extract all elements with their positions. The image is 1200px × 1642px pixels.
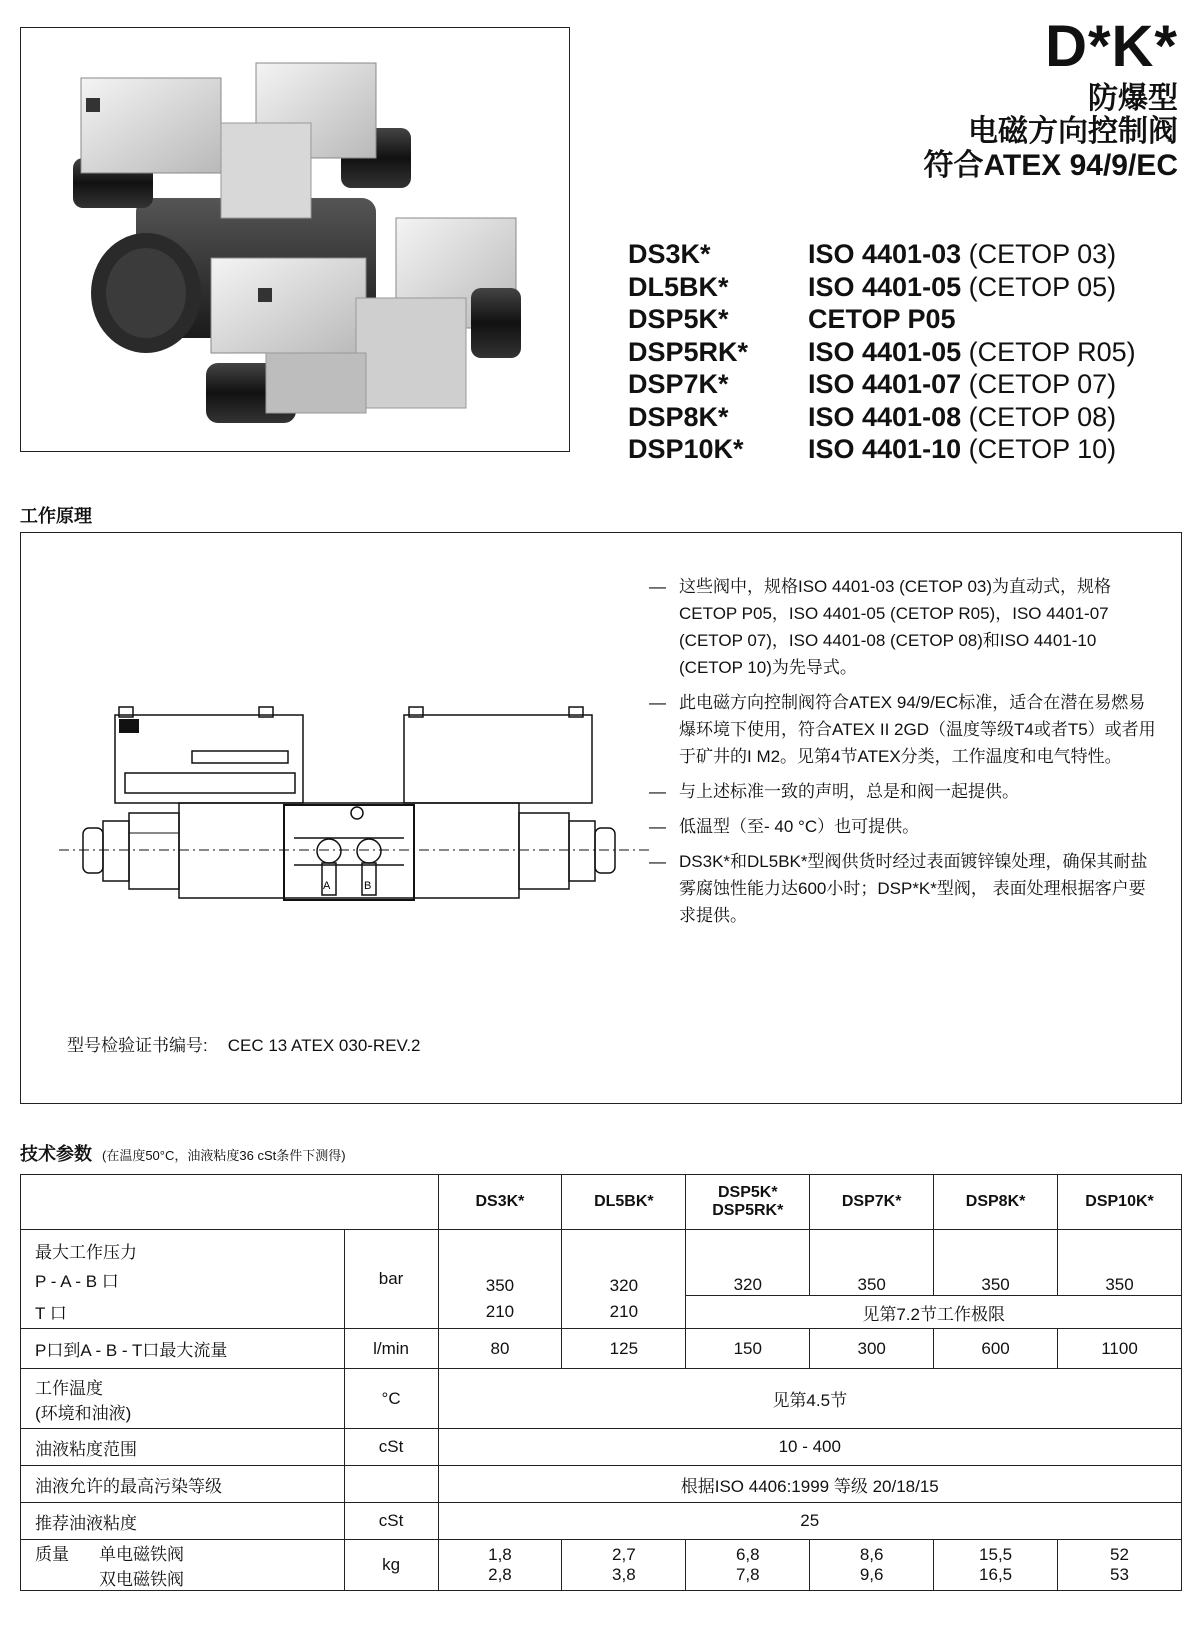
row-unit: °C	[344, 1369, 438, 1429]
row-label: 推荐油液粘度	[21, 1503, 345, 1540]
row-label-line: (环境和油液)	[35, 1403, 132, 1423]
table-cell	[810, 1540, 934, 1591]
table-cell	[438, 1540, 562, 1591]
table-cell: 300	[810, 1329, 934, 1369]
title-line-1: 防爆型	[1088, 82, 1178, 115]
row-unit: bar	[344, 1230, 438, 1329]
table-cell: 10 - 400	[438, 1429, 1181, 1466]
model-cetop: (CETOP 05)	[961, 271, 1117, 302]
column-header-line: DSP5RK*	[712, 1202, 784, 1219]
mass-single-value: 8,6	[859, 1545, 884, 1564]
tech-heading	[20, 1140, 346, 1166]
bullet-dash: —	[649, 782, 666, 801]
model-row	[628, 433, 1136, 466]
table-row	[21, 1466, 1182, 1503]
column-header	[686, 1175, 810, 1230]
model-standard: ISO 4401-07	[808, 369, 962, 399]
list-item	[649, 778, 1159, 805]
list-item	[649, 813, 1159, 840]
model-name: DS3K*	[628, 239, 711, 269]
table-cell	[562, 1540, 686, 1591]
table-cell: 150	[686, 1329, 810, 1369]
tech-heading-title: 技术参数	[20, 1144, 92, 1164]
model-cetop: (CETOP 08)	[961, 401, 1117, 432]
mass-double-value: 9,6	[859, 1565, 884, 1584]
valve-section-diagram	[59, 693, 649, 923]
bullet-text: 低温型（至- 40 °C）也可提供。	[679, 817, 920, 836]
table-row	[21, 1503, 1182, 1540]
model-list	[628, 238, 1136, 466]
row-sublabel: T 口	[21, 1296, 345, 1329]
model-name: DSP5RK*	[628, 336, 749, 367]
model-row	[628, 336, 1136, 369]
tech-heading-note: (在温度50°C，油液粘度36 cSt条件下测得)	[102, 1148, 346, 1163]
list-item	[649, 689, 1159, 770]
model-standard: CETOP P05	[808, 304, 956, 334]
product-photo	[20, 27, 570, 452]
mass-double-value: 2,8	[488, 1565, 512, 1584]
mass-single-value: 15,5	[979, 1545, 1013, 1564]
table-cell: 350	[1058, 1230, 1182, 1296]
bullet-dash: —	[649, 817, 666, 836]
list-item	[649, 573, 1159, 681]
principle-bullets	[649, 573, 1159, 937]
model-row	[628, 303, 1136, 336]
model-standard: ISO 4401-08	[808, 401, 962, 432]
table-row	[21, 1329, 1182, 1369]
table-cell: 350	[810, 1230, 934, 1296]
table-cell: 210	[562, 1296, 686, 1329]
model-name: DSP10K*	[628, 434, 744, 464]
model-row	[628, 368, 1136, 401]
list-item	[649, 848, 1159, 929]
model-row	[628, 238, 1136, 271]
row-unit: cSt	[344, 1429, 438, 1466]
bullet-text: 与上述标准一致的声明，总是和阀一起提供。	[679, 782, 1019, 801]
row-unit: kg	[344, 1540, 438, 1591]
spec-table	[20, 1174, 1182, 1591]
model-name: DSP5K*	[628, 304, 729, 334]
model-standard: ISO 4401-03	[808, 239, 962, 269]
bullet-text: 这些阀中，规格ISO 4401-03 (CETOP 03)为直动式，规格CETOP P05，ISO 4401-05 (CETOP R05)，ISO 4401-07 (CETOP 07)，ISO 4401-08 (CETOP 08)和ISO 4401-10 (CETOP 10)为先导式。	[679, 577, 1112, 677]
bullet-dash: —	[649, 693, 666, 712]
page-title: D*K*	[1045, 14, 1178, 79]
row-label: 最大工作压力	[21, 1230, 345, 1263]
mass-single-label: 单电磁铁阀	[99, 1545, 184, 1564]
column-header: DL5BK*	[562, 1175, 686, 1230]
mass-double-value: 16,5	[979, 1565, 1013, 1584]
table-cell: 350	[438, 1230, 562, 1296]
table-cell: 320	[562, 1230, 686, 1296]
principle-box	[20, 532, 1182, 1104]
row-label: 油液允许的最高污染等级	[21, 1466, 345, 1503]
model-name: DSP8K*	[628, 401, 729, 432]
model-standard: ISO 4401-05	[808, 271, 962, 302]
model-cetop: (CETOP 03)	[961, 239, 1117, 269]
table-cell: 见第7.2节工作极限	[686, 1296, 1182, 1329]
model-row	[628, 401, 1136, 434]
table-cell: 1100	[1058, 1329, 1182, 1369]
bullet-dash: —	[649, 577, 666, 596]
row-label-line: 工作温度	[35, 1378, 103, 1398]
table-cell: 25	[438, 1503, 1181, 1540]
bullet-text: DS3K*和DL5BK*型阀供货时经过表面镀锌镍处理，确保其耐盐雾腐蚀性能力达600小时；DSP*K*型阀， 表面处理根据客户要求提供。	[679, 852, 1148, 925]
table-cell: 80	[438, 1329, 562, 1369]
title-line-2: 电磁方向控制阀	[968, 115, 1178, 148]
table-row	[21, 1369, 1182, 1429]
table-cell: 根据ISO 4406:1999 等级 20/18/15	[438, 1466, 1181, 1503]
table-cell	[934, 1540, 1058, 1591]
table-cell: 见第4.5节	[438, 1369, 1181, 1429]
model-cetop: (CETOP R05)	[961, 336, 1136, 367]
table-cell	[1058, 1540, 1182, 1591]
mass-label: 质量	[35, 1545, 69, 1564]
table-cell: 125	[562, 1329, 686, 1369]
model-name: DL5BK*	[628, 271, 729, 302]
table-cell: 210	[438, 1296, 562, 1329]
model-cetop: (CETOP 10)	[961, 434, 1117, 464]
certificate-line	[67, 1031, 421, 1056]
model-row	[628, 271, 1136, 304]
header-blank	[21, 1175, 439, 1230]
mass-double-value: 7,8	[735, 1565, 760, 1584]
bullet-text: 此电磁方向控制阀符合ATEX 94/9/EC标准，适合在潜在易燃易爆环境下使用，符合ATEX II 2GD（温度等级T4或者T5）或者用于矿井的I M2。见第4节ATEX分类，工作温度和电气特性。	[679, 693, 1156, 766]
mass-double-value: 53	[1110, 1565, 1129, 1584]
model-standard: ISO 4401-10	[808, 434, 962, 464]
model-standard: ISO 4401-05	[808, 336, 962, 367]
table-header-row	[21, 1175, 1182, 1230]
column-header: DSP7K*	[810, 1175, 934, 1230]
row-unit: l/min	[344, 1329, 438, 1369]
table-cell: 600	[934, 1329, 1058, 1369]
table-row	[21, 1296, 1182, 1329]
row-unit	[344, 1466, 438, 1503]
table-cell: 350	[934, 1230, 1058, 1296]
valve-photo-illustration	[21, 28, 569, 451]
bullet-dash: —	[649, 852, 666, 871]
column-header: DS3K*	[438, 1175, 562, 1230]
mass-single-value: 6,8	[735, 1545, 760, 1564]
mass-double-label: 双电磁铁阀	[99, 1570, 184, 1589]
model-name: DSP7K*	[628, 369, 729, 399]
mass-single-value: 1,8	[488, 1545, 512, 1564]
column-header: DSP10K*	[1058, 1175, 1182, 1230]
table-row	[21, 1230, 1182, 1263]
row-label	[21, 1540, 345, 1591]
mass-single-value: 52	[1110, 1545, 1129, 1564]
row-label: 油液粘度范围	[21, 1429, 345, 1466]
port-a-label: A	[323, 880, 331, 892]
table-row	[21, 1540, 1182, 1591]
row-label: P口到A - B - T口最大流量	[21, 1329, 345, 1369]
port-b-label: B	[364, 880, 372, 892]
certificate-label: 型号检验证书编号:	[67, 1036, 208, 1055]
table-cell	[686, 1540, 810, 1591]
mass-single-value: 2,7	[612, 1545, 636, 1564]
row-sublabel: P - A - B 口	[21, 1263, 345, 1296]
row-unit: cSt	[344, 1503, 438, 1540]
table-cell: 320	[686, 1230, 810, 1296]
column-header: DSP8K*	[934, 1175, 1058, 1230]
title-line-3: 符合ATEX 94/9/EC	[923, 149, 1178, 182]
model-cetop: (CETOP 07)	[961, 369, 1117, 399]
row-label	[21, 1369, 345, 1429]
column-header-line: DSP5K*	[717, 1184, 778, 1201]
principle-heading: 工作原理	[20, 506, 92, 526]
certificate-number: CEC 13 ATEX 030-REV.2	[227, 1036, 421, 1055]
table-row	[21, 1429, 1182, 1466]
mass-double-value: 3,8	[612, 1565, 636, 1584]
